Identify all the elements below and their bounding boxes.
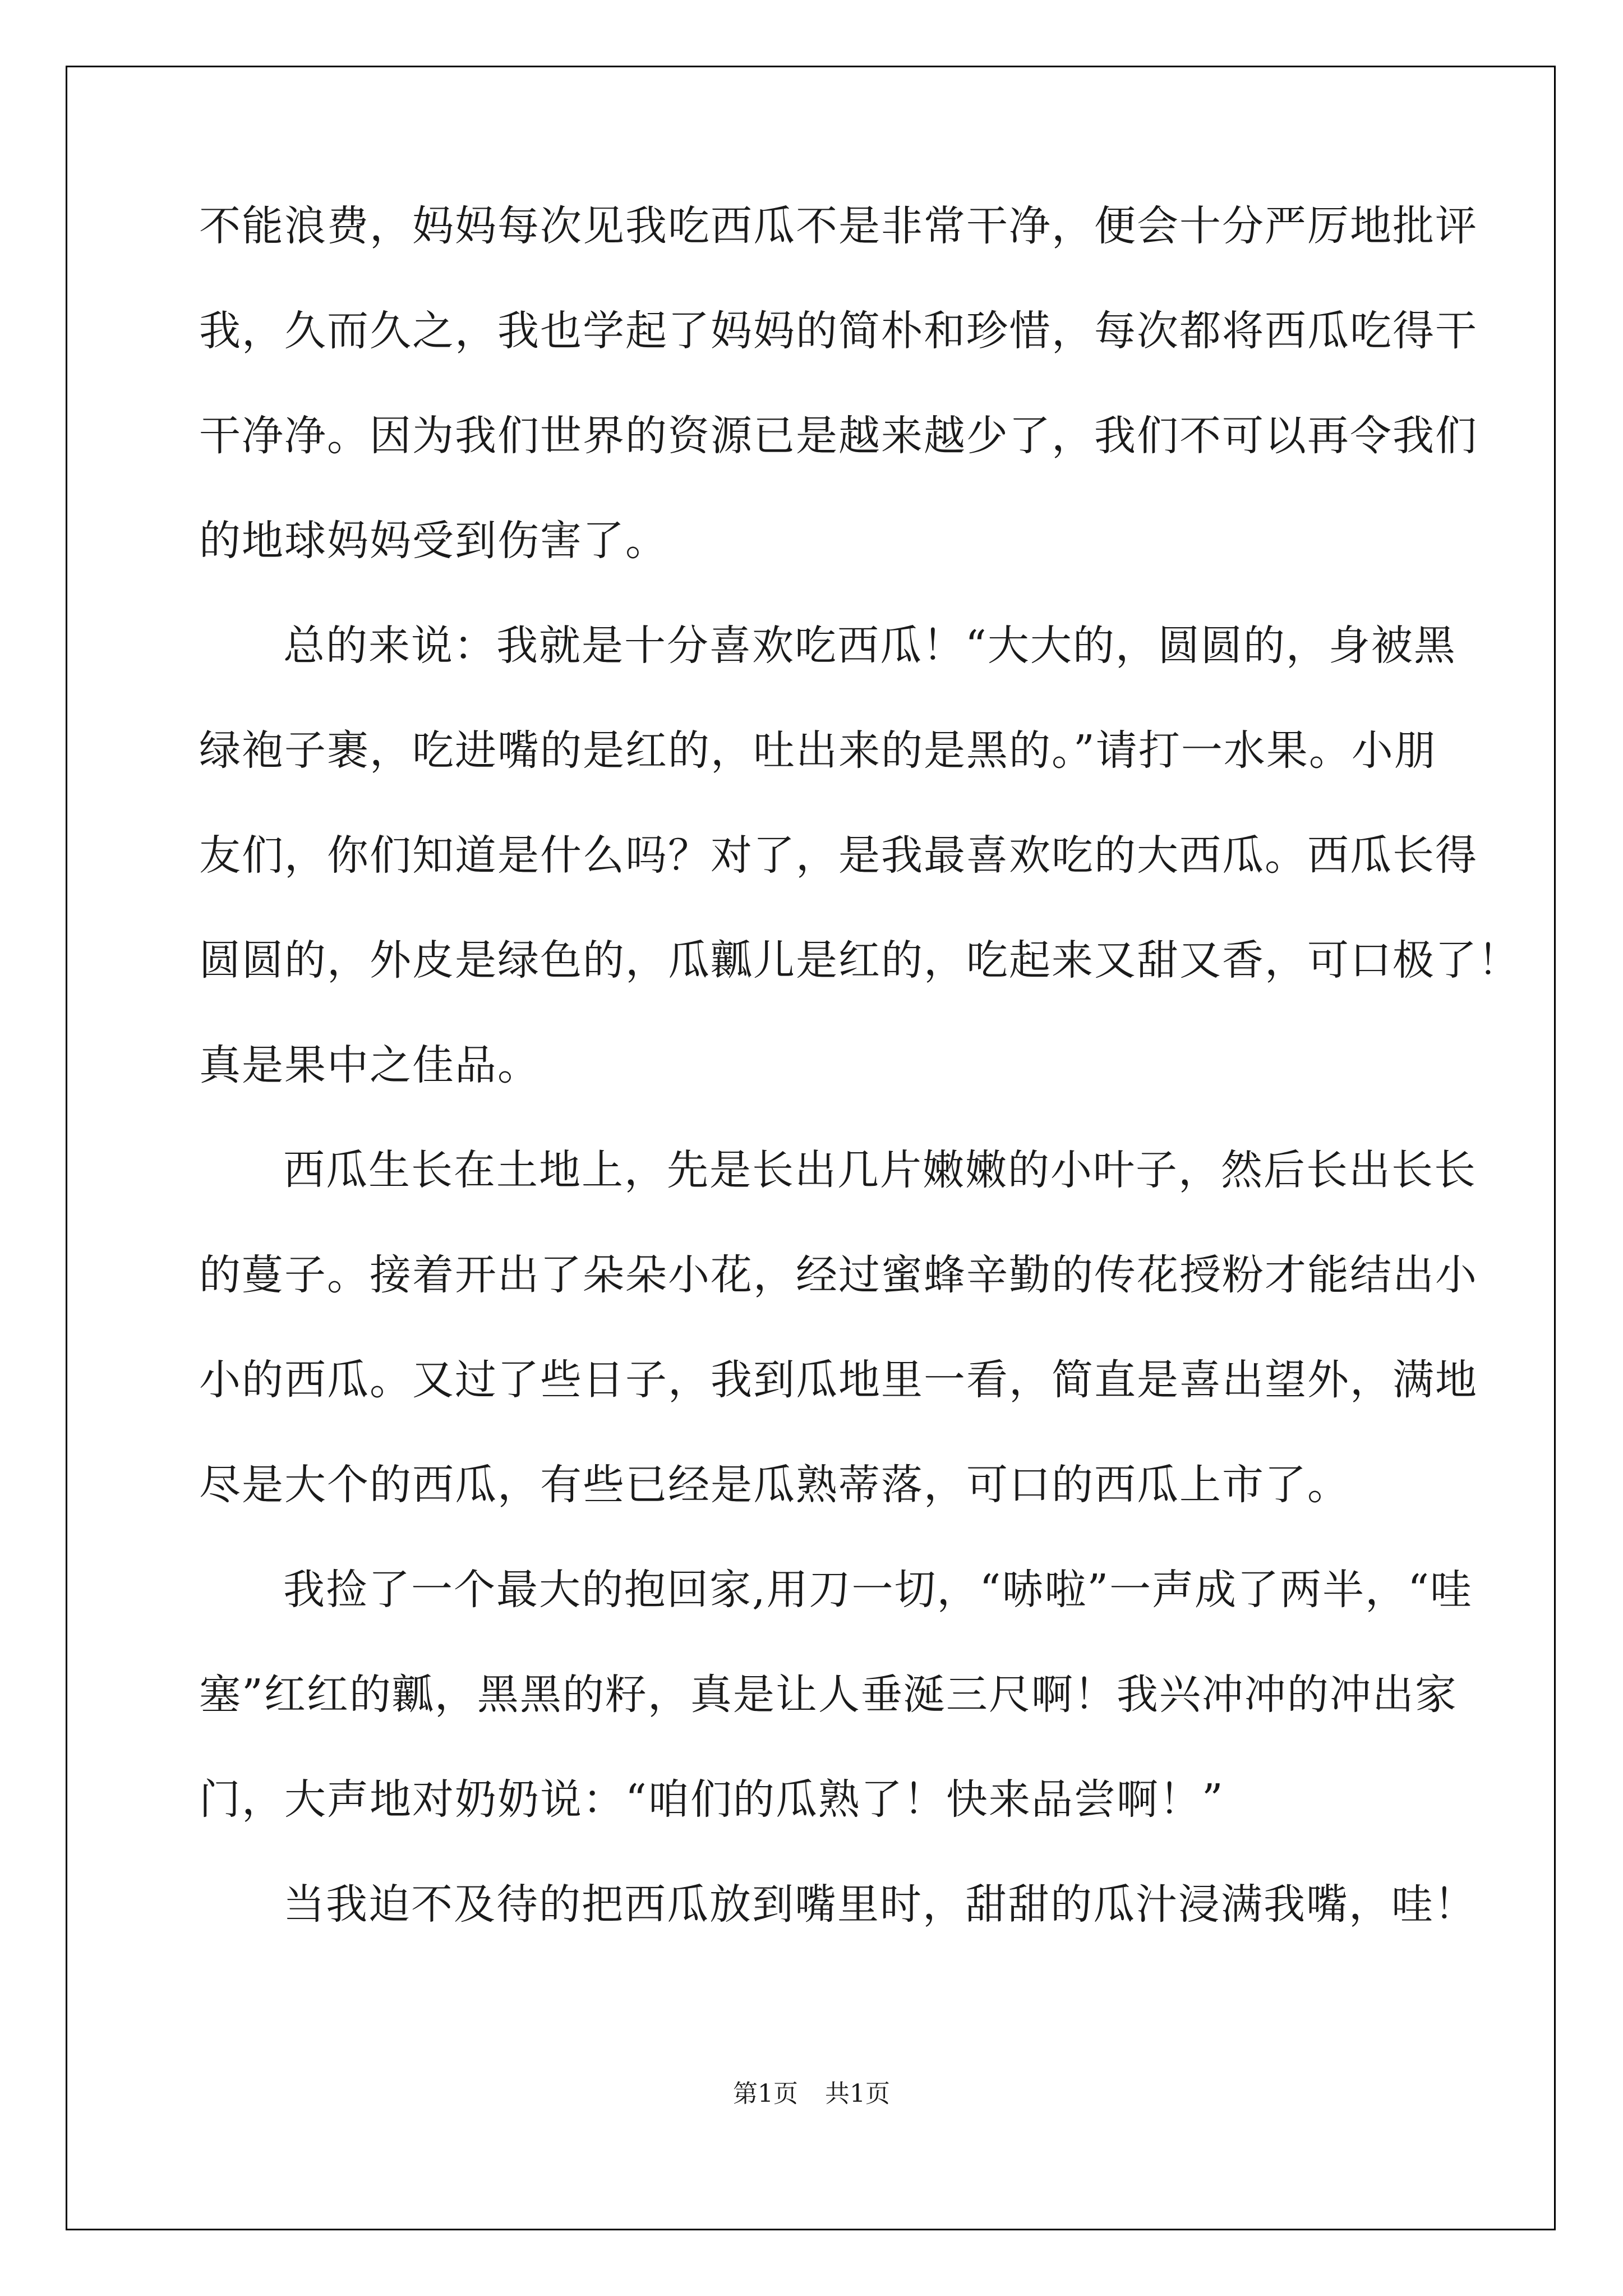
text-line: 干净净。因为我们世界的资源已是越来越少了，我们不可以再令我们	[199, 412, 1478, 460]
text-line: 的蔓子。接着开出了朵朵小花，经过蜜蜂辛勤的传花授粉才能结出小	[199, 1251, 1478, 1299]
text-line: 圆圆的，外皮是绿色的，瓜瓤儿是红的，吃起来又甜又香，可口极了！	[199, 936, 1520, 984]
page-total: 共1页	[825, 2079, 890, 2108]
text-line: 我，久而久之，我也学起了妈妈的简朴和珍惜，每次都将西瓜吃得干	[199, 307, 1478, 355]
text-line: 绿袍子裹，吃进嘴的是红的，吐出来的是黑的。”请打一水果。小朋	[199, 726, 1437, 775]
text-line: 总的来说：我就是十分喜欢吃西瓜！“大大的，圆圆的，身被黑	[283, 622, 1456, 670]
text-line: 尽是大个的西瓜，有些已经是瓜熟蒂落，可口的西瓜上市了。	[199, 1461, 1350, 1509]
text-line: 我捡了一个最大的抱回家,用刀一切，“哧啦”一声成了两半，“哇	[283, 1566, 1473, 1614]
page-footer	[0, 2078, 1623, 2110]
text-line: 的地球妈妈受到伤害了。	[199, 517, 668, 565]
text-line: 门，大声地对奶奶说：“咱们的瓜熟了！快来品尝啊！”	[199, 1775, 1224, 1824]
text-line: 真是果中之佳品。	[199, 1041, 540, 1089]
text-line: 小的西瓜。又过了些日子，我到瓜地里一看，简直是喜出望外，满地	[199, 1356, 1478, 1404]
text-line: 西瓜生长在土地上，先是长出几片嫩嫩的小叶子，然后长出长长	[283, 1146, 1477, 1194]
text-line: 当我迫不及待的把西瓜放到嘴里时，甜甜的瓜汁浸满我嘴，哇！	[283, 1880, 1477, 1929]
page-number: 第1页	[733, 2079, 798, 2108]
text-line: 塞”红红的瓤，黑黑的籽，真是让人垂涎三尺啊！我兴冲冲的冲出家	[199, 1671, 1458, 1719]
text-line: 不能浪费，妈妈每次见我吃西瓜不是非常干净，便会十分严厉地批评	[199, 202, 1478, 250]
document-body	[199, 201, 1520, 1984]
text-line: 友们，你们知道是什么吗？对了，是我最喜欢吃的大西瓜。西瓜长得	[199, 831, 1478, 880]
